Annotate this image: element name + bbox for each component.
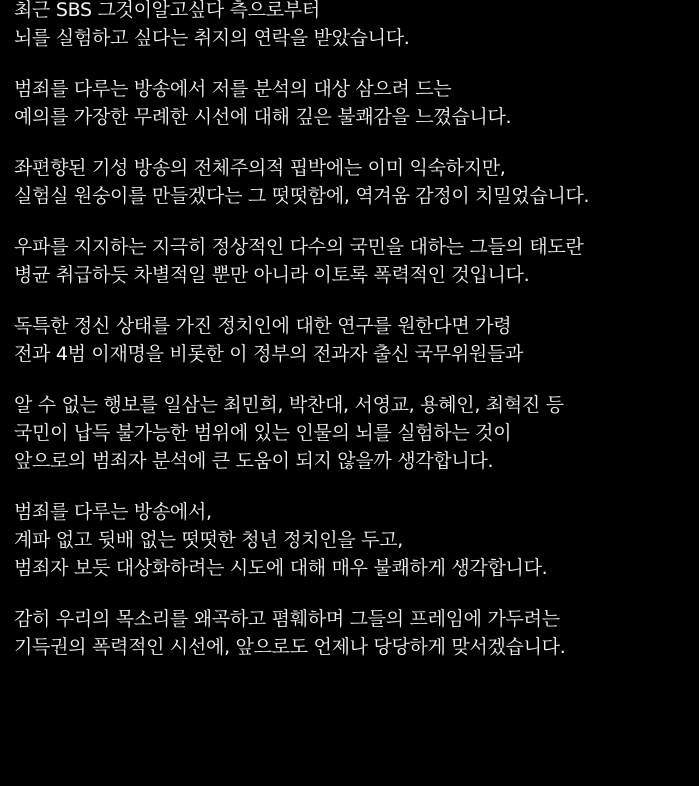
post-paragraph <box>14 233 694 289</box>
post-text-line: 병균 취급하듯 차별적일 뿐만 아니라 이토록 폭력적인 것입니다. <box>14 264 530 286</box>
post-body <box>14 0 694 684</box>
post-paragraph <box>14 75 694 131</box>
post-paragraph <box>14 605 694 661</box>
post-paragraph <box>14 498 694 582</box>
post-text-line: 실험실 원숭이를 만들겠다는 그 떳떳함에, 역겨움 감정이 치밀었습니다. <box>14 185 590 207</box>
post-text-line: 범죄자 보듯 대상화하려는 시도에 대해 매우 불쾌하게 생각합니다. <box>14 557 548 579</box>
post-text-line: 앞으로의 범죄자 분석에 큰 도움이 되지 않을까 생각합니다. <box>14 450 494 472</box>
post-text-line: 좌편향된 기성 방송의 전체주의적 핍박에는 이미 익숙하지만, <box>14 157 506 179</box>
post-text-line: 계파 없고 뒷배 없는 떳떳한 청년 정치인을 두고, <box>14 529 403 551</box>
post-text-line: 우파를 지지하는 지극히 정상적인 다수의 국민을 대하는 그들의 태도란 <box>14 236 584 258</box>
post-text-line: 범죄를 다루는 방송에서, <box>14 501 212 523</box>
post-text-line: 독특한 정신 상태를 가진 정치인에 대한 연구를 원한다면 가령 <box>14 315 512 337</box>
post-text-line: 범죄를 다루는 방송에서 저를 분석의 대상 삼으려 드는 <box>14 78 452 100</box>
post-text-line: 기득권의 폭력적인 시선에, 앞으로도 언제나 당당하게 맞서겠습니다. <box>14 636 566 658</box>
post-paragraph <box>14 154 694 210</box>
post-text-line: 국민이 납득 불가능한 범위에 있는 인물의 뇌를 실험하는 것이 <box>14 422 512 444</box>
post-text-line: 전과 4범 이재명을 비롯한 이 정부의 전과자 출신 국무위원들과 <box>14 343 524 365</box>
post-text-line: 알 수 없는 행보를 일삼는 최민희, 박찬대, 서영교, 용혜인, 최혁진 등 <box>14 394 564 416</box>
post-paragraph <box>14 0 694 52</box>
post-text-line: 예의를 가장한 무례한 시선에 대해 깊은 불쾌감을 느꼈습니다. <box>14 106 512 128</box>
post-text-line: 뇌를 실험하고 싶다는 취지의 연락을 받았습니다. <box>14 27 410 49</box>
post-paragraph <box>14 312 694 368</box>
post-paragraph <box>14 391 694 475</box>
post-text-line: 최근 SBS 그것이알고싶다 측으로부터 <box>14 0 320 21</box>
post-text-line: 감히 우리의 목소리를 왜곡하고 폄훼하며 그들의 프레임에 가두려는 <box>14 608 560 630</box>
